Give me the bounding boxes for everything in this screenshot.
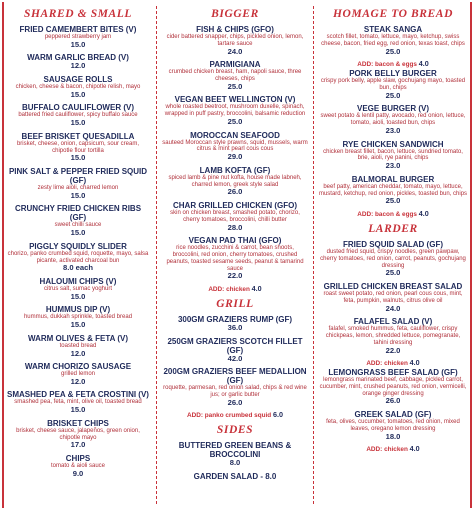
menu-item-description: beef patty, american cheddar, tomato, mayo, lettuce, mustard, ketchup, red onion, pickles, toasted bun, chips [318,183,468,197]
menu-item-description: brisket, cheese sauce, jalapeños, green onion, chipotle mayo [16,427,140,441]
menu-item-description: crispy pork belly, apple slaw, gochujang mayo, toasted bun, chips [320,78,466,91]
menu-item-description: dusted fried squid, crispy noodles, green pawpaw, cherry tomatoes, red onion, carrot, peanuts, gochujang dressing [320,248,466,269]
menu-item-name: PORK BELLY BURGER [349,69,437,79]
add-on [318,445,468,454]
menu-item [162,367,308,407]
menu-item [6,277,150,301]
menu-item-price: 36.0 [227,322,243,332]
menu-item-description: chicken, cheese & bacon, chipotle relish, mayo [15,83,141,90]
add-on-price: 4.0 [251,283,262,293]
menu-item-name: BUTTERED GREEN BEANS & BROCCOLINI [178,441,292,460]
menu-item-name: CHIPS [65,454,91,464]
menu-item-name: FRIED SQUID SALAD (GF) [343,239,443,249]
menu-item-description: rice noodles, zucchini & carrot, bean shoots, broccolini, red onion, cherry tomatoes, crushed peanuts, toasted sesame seeds, peanut & tamarind sauce [166,245,304,272]
menu-item-description: smashed pea, feta, mint, olive oil, toasted bread [14,399,142,406]
menu-item-price: 25.0 [385,196,401,206]
menu-item-name: LAMB KOFTA (GF) [199,165,271,175]
menu-item [318,69,468,100]
menu-item-price: 22.0 [227,271,243,281]
menu-item-description: hummus, dukkah sprinkle, toasted bread [23,314,133,321]
menu-item-description: whole roasted beetroot, mushroom duxelle, spinach, wrapped in puff pastry, broccolini, balsamic reduction [164,104,306,118]
menu-item-description: cider battered snapper, chips, pickled onion, lemon, tartare sauce [166,34,304,47]
menu-item-name: VEGAN BEET WELLINGTON (V) [174,95,296,105]
menu-item-price: 15.0 [70,190,86,200]
menu-item-description: feta, olives, cucumber, tomatoes, red onion, mixed leaves, oregano lemon dressing [326,419,460,432]
menu-item-name: BRISKET CHIPS [47,418,109,428]
add-on-price: 4.0 [418,59,429,69]
menu-item-name: FRIED CAMEMBERT BITES (V) [19,25,137,34]
menu-item-description: roquette, parmesan, red onion salad, chips & red wine jus; or garlic butter [163,385,307,398]
menu-item [318,282,468,313]
menu-item-description: falafel, smoked hummus, feta, cauliflower, crispy chickpeas, lemon, shredded lettuce, pomegranate, tahini dressing [325,326,461,346]
menu-item [162,131,308,162]
menu-item-description: peppered strawberry jam [44,34,112,40]
menu-item-description: zesty lime aioli, charred lemon [37,184,119,191]
menu-item-name: SAUSAGE ROLLS [43,74,113,84]
menu-item-price: 23.0 [385,161,401,171]
menu-item-name: HUMMUS DIP (V) [45,305,111,315]
menu-item-description: spiced lamb & pine nut kofta, house made labneh, charred lemon, greek style salad [168,174,302,188]
menu-item-description: chorizo, panko crumbed squid, roquette, mayo, salsa picante, activated charcoal bun [7,250,149,264]
section-title: BIGGER [211,8,259,20]
section-title: SIDES [216,424,254,437]
menu-item-description: chicken breast fillet, bacon, lettuce, sundried tomato, brie, aioli, rye panini, chips [323,148,463,162]
menu-item [6,242,150,273]
menu-item-name: FALAFEL SALAD (V) [353,317,433,327]
menu-item [318,240,468,278]
menu-item-name: MOROCCAN SEAFOOD [190,130,280,140]
menu-item [318,317,468,355]
menu-item [162,441,308,468]
menu-item [6,204,150,237]
menu-item [162,315,308,333]
menu-item-name: PIGGLY SQUIDLY SLIDER [29,241,127,251]
menu-item [6,362,150,386]
menu-item [6,75,150,99]
menu-item [6,390,150,414]
menu-item-description: sweet chilli sauce [54,222,102,229]
menu-item [162,166,308,197]
add-on-label: ADD: [187,412,203,420]
menu-item-price: 15.0 [70,291,86,301]
menu-item-name: GRILLED CHICKEN BREAST SALAD [323,281,463,291]
add-on-item: bacon & eggs [375,61,417,69]
menu-item [6,419,150,450]
menu-item-name: GREEK SALAD (GF) [354,410,432,420]
add-on-price: 4.0 [418,208,429,218]
menu-column-3 [318,6,468,454]
menu-item-price: 12.0 [70,61,86,71]
add-on [318,60,468,69]
menu-item-name: SMASHED PEA & FETA CROSTINI (V) [7,390,149,400]
add-on-label: ADD: [366,446,383,454]
add-on-item: bacon & eggs [375,210,417,218]
menu-item [162,472,308,481]
section-title: SHARED & SMALL [23,8,133,20]
menu-item-name: BUFFALO CAULIFLOWER (V) [22,103,134,113]
section-title: HOMAGE TO BREAD [333,8,453,20]
menu-item [6,132,150,163]
menu-item-price: 25.0 [385,90,401,100]
menu-item-name: VEGAN PAD THAI (GFO) [188,236,282,246]
menu-item [318,104,468,135]
menu-item [6,305,150,329]
menu-column-1 [6,6,150,482]
menu-item-price: 18.0 [385,431,401,441]
menu-item-name: HALOUMI CHIPS (V) [39,276,117,286]
add-on-item: chicken [384,360,408,368]
menu-item-description: roast sweet potato, red onion, pearl cous cous, mint, feta, pumpkin, walnuts, citrus olive oil [323,290,463,304]
menu-item-name: BEEF BRISKET QUESADILLA [21,131,135,141]
menu-item-name: WARM CHORIZO SAUSAGE [24,362,132,372]
section-title: LARDER [368,222,418,235]
menu-item-price: 12.0 [70,376,86,386]
menu-item-name: WARM GARLIC BREAD (V) [27,53,129,63]
menu-item-name: PARMIGIANA [209,60,261,70]
add-on-price: 6.0 [272,410,283,420]
menu-item-price: 15.0 [70,320,86,330]
menu-item-price: 22.0 [385,345,401,355]
menu-item-name: 200GM GRAZIERS BEEF MEDALLION (GF) [163,367,307,386]
menu-item [6,103,150,127]
add-on-item: chicken [384,446,408,454]
add-on-label: ADD: [357,210,374,218]
menu-item-name: GARDEN SALAD - 8.0 [193,471,277,481]
menu-item [318,410,468,441]
menu-item-price: 9.0 [72,468,84,478]
menu-item-price: 25.0 [385,46,401,56]
menu-column-2 [162,6,308,485]
menu-item-price: 15.0 [70,39,86,49]
menu-item [162,60,308,91]
menu-item-price: 26.0 [227,187,243,197]
add-on [318,359,468,368]
add-on [162,285,308,294]
menu-item-name: CHAR GRILLED CHICKEN (GFO) [173,200,297,210]
menu-item-price: 26.0 [385,396,401,406]
menu-item-description: grilled lemon [60,371,96,378]
menu-item-price: 15.0 [70,89,86,99]
menu-item [162,95,308,126]
menu-item-price: 24.0 [227,46,243,56]
menu-item-price: 23.0 [385,125,401,135]
menu-item-description: brisket, cheese, onion, capsicum, sour cream, chipotle flour tortilla [16,140,140,154]
menu-item [162,201,308,232]
menu-item [6,167,150,200]
menu-item [162,25,308,56]
menu-item-description: crumbed chicken breast, ham, napoli sauce, three cheeses, chips [168,69,302,82]
menu-item-price: 25.0 [227,81,243,91]
menu-item-name: FISH & CHIPS (GFO) [196,25,274,34]
menu-item-name: LEMONGRASS BEEF SALAD (GF) [328,368,458,378]
add-on [318,210,468,219]
menu-item-description: tomato & aioli sauce [50,463,106,470]
add-on-label: ADD: [366,360,383,368]
section-title: GRILL [216,297,254,310]
add-on-price: 4.0 [409,358,420,368]
menu-item [318,368,468,406]
menu-item-name: WARM OLIVES & FETA (V) [28,333,128,343]
menu-item-price: 15.0 [70,405,86,415]
menu-item [162,337,308,364]
add-on-price: 4.0 [409,444,420,454]
menu-item-price: 28.0 [227,222,243,232]
add-on [162,411,308,420]
menu-item-name: CRUNCHY FRIED CHICKEN RIBS (GF) [14,204,142,223]
menu-item-description: toasted bread [59,342,97,349]
column-divider [313,6,314,504]
menu-item-description: lemongrass marinated beef, cabbage, pickled carrot, cucumber, mint, crushed peanuts, red onion, vermicelli, orange ginger dressing [319,377,467,397]
menu-item-price: 26.0 [227,397,243,407]
menu-item-price: 8.0 [229,458,241,468]
menu-item-description: battered fried cauliflower, spicy buffalo sauce [18,112,138,119]
menu-item-name: BALMORAL BURGER [351,174,435,184]
menu-item [6,25,150,49]
menu-item [6,454,150,478]
menu-item-price: 8.0 each [63,263,93,273]
add-on-label: ADD: [357,61,374,69]
menu-item-price: 15.0 [70,228,86,238]
menu-item-price: 17.0 [70,440,86,450]
menu-item [318,25,468,56]
menu-item-price: 15.0 [70,153,86,163]
menu-item-price: 15.0 [70,118,86,128]
menu-item-description: sweet potato & lentil patty, avocado, red onion, lettuce, tomato, aioli, toasted bun, chips [320,113,466,127]
menu-item-name: RYE CHICKEN SANDWICH [342,139,444,149]
menu-item [318,140,468,171]
menu-item [318,175,468,206]
menu-item-price: 29.0 [227,152,243,162]
menu-item-price: 12.0 [70,348,86,358]
menu-item-price: 42.0 [227,353,243,363]
menu-item-description: citrus salt, sumac yoghurt [43,285,113,292]
menu-item-name: STEAK SANGA [363,25,423,34]
add-on-item: panko crumbed squid [204,412,272,420]
menu-item-description: skin on chicken breast, smashed potato, chorizo, cherry tomatoes, broccolini, chilli butter [170,209,300,223]
menu-item-name: VEGE BURGER (V) [356,104,429,114]
menu-item-name: 300GM GRAZIERS RUMP (GF) [177,314,293,324]
menu-item-description: sauteed Moroccan style prawns, squid, mussels, warm citrus & mint pearl cous cous [162,139,308,153]
column-divider [156,6,157,504]
add-on-item: chicken [226,285,250,293]
menu-item-name: PINK SALT & PEPPER FRIED SQUID (GF) [8,166,148,185]
menu-item-price: 24.0 [385,303,401,313]
menu-item [6,53,150,71]
add-on-label: ADD: [208,285,225,293]
menu-item-price: 25.0 [385,268,401,278]
menu-item-name: 250GM GRAZIERS SCOTCH FILLET (GF) [167,336,303,355]
menu-item-price: 25.0 [227,116,243,126]
menu-item [162,236,308,281]
menu-item-description: scotch fillet, tomato, lettuce, mayo, ketchup, swiss cheese, bacon, fried egg, red onion, texas toast, chips [321,34,465,47]
menu-item [6,334,150,358]
